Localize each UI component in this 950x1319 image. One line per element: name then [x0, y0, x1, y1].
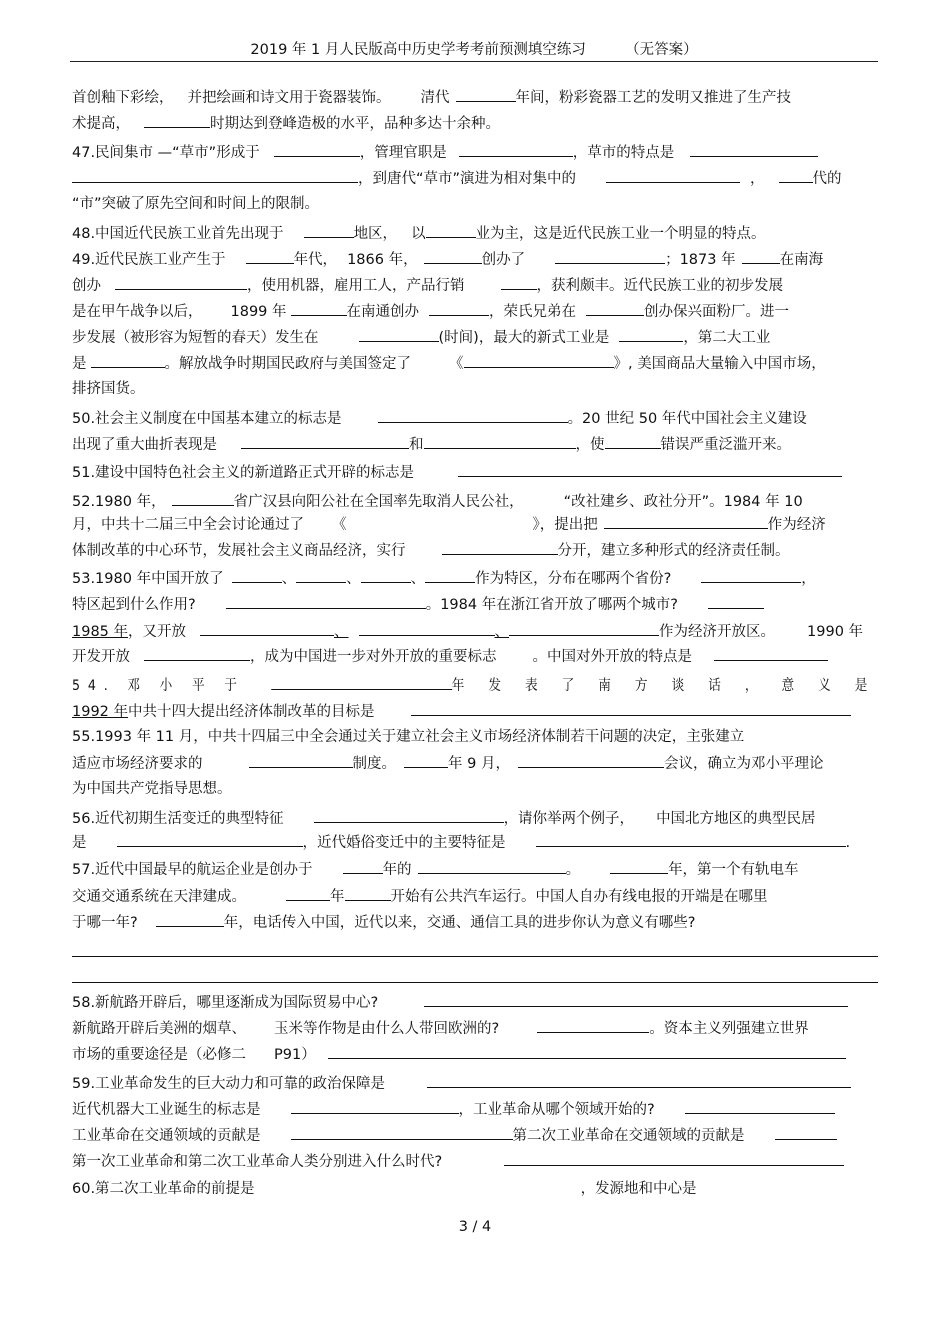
- text-segment: 术提高，: [72, 116, 130, 132]
- text-segment: 年 发 表 了 南 方 谈 话 ， 意 义 是: [451, 678, 878, 694]
- answer-blank[interactable]: [117, 831, 303, 847]
- answer-blank[interactable]: [619, 326, 683, 342]
- text-segment: ，到唐代“草市”演进为相对集中的: [358, 171, 577, 187]
- text-segment: (时间)，最大的新式工业是: [438, 330, 610, 346]
- text-segment: 1899 年: [230, 304, 287, 320]
- text-segment: 近代机器大工业诞生的标志是: [72, 1102, 261, 1118]
- text-line: [72, 300, 878, 322]
- text-segment: 年，电话传入中国，近代以来，交通、通信工具的进步你认为意义有哪些?: [223, 915, 696, 931]
- answer-blank[interactable]: [144, 112, 210, 128]
- text-segment: ，使用机器，雇用工人，产品行销: [247, 278, 465, 294]
- text-line: [72, 778, 878, 800]
- text-line: [72, 1150, 878, 1172]
- text-segment: .: [845, 835, 851, 851]
- text-segment: 、: [494, 624, 510, 640]
- answer-blank[interactable]: [418, 858, 566, 874]
- text-segment: 代的: [812, 171, 842, 187]
- answer-blank[interactable]: [464, 352, 614, 368]
- text-segment: 月，中共十二届三中全会讨论通过了: [72, 517, 304, 533]
- text-segment: ，又开放: [128, 624, 187, 640]
- answer-blank[interactable]: [345, 885, 391, 901]
- text-segment: 业为主，这是近代民族工业一个明显的特点。: [475, 226, 766, 242]
- text-line: [72, 645, 878, 667]
- answer-blank[interactable]: [378, 407, 568, 423]
- answer-blank[interactable]: [291, 300, 347, 316]
- text-line: [72, 593, 878, 615]
- text-segment: 玉米等作物是由什么人带回欧洲的?: [274, 1021, 500, 1037]
- question-54: [72, 674, 878, 696]
- answer-blank[interactable]: [91, 352, 165, 368]
- text-segment: 》, 美国商品大量输入中国市场，: [613, 356, 826, 372]
- text-segment: “改社建乡、政社分开”: [563, 494, 710, 510]
- text-segment: 57.近代中国最早的航运企业是创办于: [72, 862, 313, 878]
- text-segment: 、: [410, 571, 426, 587]
- text-segment: ，草市的特点是: [572, 145, 675, 161]
- answer-blank[interactable]: [509, 620, 659, 636]
- answer-blank[interactable]: [605, 433, 661, 449]
- answer-blank[interactable]: [779, 167, 813, 183]
- text-segment: 地区，: [353, 226, 398, 242]
- answer-blank[interactable]: [359, 620, 495, 636]
- answer-blank[interactable]: [537, 1017, 649, 1033]
- answer-blank[interactable]: [343, 858, 383, 874]
- text-segment: ，荣氏兄弟在: [489, 304, 577, 320]
- text-segment: 。1984 年在浙江省开放了哪两个城市?: [425, 597, 678, 613]
- text-segment: 交通交通系统在天津建成。: [72, 889, 246, 905]
- text-segment: 工业革命在交通领域的贡献是: [72, 1128, 261, 1144]
- answer-blank[interactable]: [425, 567, 475, 583]
- answer-blank[interactable]: [610, 858, 668, 874]
- text-segment: 年代，: [293, 252, 338, 268]
- text-segment: 在南通创办: [346, 304, 420, 320]
- text-segment: 新航路开辟后美洲的烟草、: [72, 1021, 246, 1037]
- answer-blank[interactable]: [72, 167, 358, 183]
- text-segment: 年，第一个有轨电车: [668, 862, 799, 878]
- text-line: [72, 911, 878, 933]
- header-title: 2019 年 1 月人民版高中历史学考考前预测填空练习: [250, 42, 586, 58]
- text-segment: 以: [411, 226, 426, 242]
- text-line: [72, 752, 878, 774]
- text-line: [72, 167, 878, 189]
- text-segment: ，请你举两个例子，: [503, 811, 635, 827]
- answer-blank[interactable]: [172, 490, 234, 506]
- answer-blank[interactable]: [442, 539, 558, 555]
- text-segment: 创办保兴面粉厂。进一: [644, 304, 790, 320]
- text-segment: 作为经济开放区。: [659, 624, 776, 640]
- text-line: [72, 1124, 878, 1146]
- text-segment: 创办了: [481, 252, 526, 268]
- answer-blank[interactable]: [359, 326, 439, 342]
- text-segment: 排挤国货。: [72, 381, 145, 397]
- text-line: [72, 274, 878, 296]
- answer-blank[interactable]: [429, 300, 489, 316]
- answer-blank[interactable]: [271, 674, 452, 690]
- answer-line[interactable]: [72, 982, 878, 983]
- text-segment: 在南海: [779, 252, 824, 268]
- answer-blank[interactable]: [424, 991, 848, 1007]
- text-segment: ，: [750, 171, 765, 187]
- text-segment: ，发源地和中心是: [580, 1181, 697, 1197]
- text-line: [72, 433, 878, 455]
- text-segment: 为中国共产党指导思想。: [72, 781, 232, 797]
- text-segment: ；1873 年: [665, 252, 736, 268]
- text-segment: 。20 世纪 50 年代中国社会主义建设: [567, 411, 807, 427]
- text-line: [72, 1017, 878, 1039]
- text-segment: 年间，粉彩瓷器工艺的发明又推进了生产技: [515, 90, 791, 106]
- text-segment: ，工业革命从哪个领域开始的?: [458, 1102, 655, 1118]
- answer-blank[interactable]: [115, 274, 247, 290]
- text-segment: 作为特区，分布在哪两个省份?: [475, 571, 672, 587]
- text-segment: 》，提出把: [532, 517, 598, 533]
- answer-blank[interactable]: [304, 222, 354, 238]
- question-56: [72, 807, 878, 829]
- answer-blank[interactable]: [286, 885, 330, 901]
- text-segment: 60.第二次工业革命的前提是: [72, 1181, 255, 1197]
- text-segment: 59.工业革命发生的巨大动力和可靠的政治保障是: [72, 1076, 386, 1092]
- text-segment: 、: [281, 571, 297, 587]
- answer-blank[interactable]: [459, 141, 573, 157]
- answer-blank[interactable]: [690, 141, 818, 157]
- text-segment: 50.社会主义制度在中国基本建立的标志是: [72, 411, 342, 427]
- answer-blank[interactable]: [427, 1072, 851, 1088]
- text-segment: 56.近代初期生活变迁的典型特征: [72, 811, 284, 827]
- text-segment: 47.民间集市 —“草市”形成于: [72, 145, 260, 161]
- text-segment: 市场的重要途径是（必修二: [72, 1047, 246, 1063]
- answer-blank[interactable]: [775, 1124, 837, 1140]
- text-segment: ，近代婚俗变迁中的主要特征是: [302, 835, 506, 851]
- text-segment: 出现了重大曲折表现是: [72, 437, 217, 453]
- answer-blank[interactable]: [426, 222, 476, 238]
- text-segment: 54. 邓 小 平 于: [72, 678, 245, 694]
- text-line: [72, 326, 878, 348]
- text-segment: 时期达到登峰造极的水平，品种多达十余种。: [210, 116, 500, 132]
- text-segment: 作为经济: [767, 517, 826, 533]
- text-segment: 于哪一年?: [72, 915, 138, 931]
- text-segment: ，第二大工业: [683, 330, 771, 346]
- question-49: [72, 248, 878, 270]
- text-segment: 53.1980 年中国开放了: [72, 571, 224, 587]
- text-line: [72, 831, 878, 853]
- text-segment: 年的: [382, 862, 412, 878]
- text-segment: 中共十四大提出经济体制改革的目标是: [128, 704, 375, 720]
- answer-line[interactable]: [72, 956, 878, 957]
- header-note: （无答案）: [625, 42, 698, 58]
- answer-blank[interactable]: [518, 752, 664, 768]
- text-segment: 。中国对外开放的特点是: [532, 649, 692, 665]
- text-segment: 年: [330, 889, 345, 905]
- answer-blank[interactable]: [249, 752, 353, 768]
- text-segment: 《: [332, 517, 347, 533]
- text-line: [72, 378, 878, 400]
- text-segment: 是在甲午战争以后，: [72, 304, 203, 320]
- text-segment: 制度。: [352, 756, 396, 772]
- text-segment: 体制改革的中心环节，发展社会主义商品经济，实行: [72, 543, 406, 559]
- text-segment: 清代: [420, 90, 450, 106]
- text-segment: 51.建设中国特色社会主义的新道路正式开辟的标志是: [72, 465, 415, 481]
- text-segment: 第二次工业革命在交通领域的贡献是: [512, 1128, 745, 1144]
- text-segment: 特区起到什么作用?: [72, 597, 196, 613]
- text-line: [72, 1043, 878, 1065]
- text-segment: 适应市场经济要求的: [72, 756, 203, 772]
- answer-blank[interactable]: [241, 433, 409, 449]
- text-segment: 省广汉县向阳公社在全国率先取消人民公社，: [233, 494, 524, 510]
- text-segment: 55.1993 年 11 月，中共十四届三中全会通过关于建立社会主义市场经济体制若干问题的决定，主张建立: [72, 729, 745, 745]
- text-segment: 1992 年: [72, 704, 129, 720]
- text-segment: 1990 年: [807, 624, 864, 640]
- text-segment: 。解放战争时期国民政府与美国签定了: [164, 356, 411, 372]
- answer-blank[interactable]: [424, 248, 482, 264]
- text-segment: 是: [72, 835, 87, 851]
- page-number: 3 / 4: [458, 1219, 492, 1235]
- text-segment: ，成为中国进一步对外开放的重要标志: [250, 649, 497, 665]
- answer-blank[interactable]: [404, 752, 448, 768]
- answer-blank[interactable]: [200, 620, 334, 636]
- text-segment: 。资本主义列强建立世界: [649, 1021, 809, 1037]
- question-53: [72, 567, 878, 589]
- page-header: [70, 38, 878, 59]
- text-segment: 是: [72, 356, 87, 372]
- text-segment: 年 9 月，: [448, 756, 510, 772]
- answer-blank[interactable]: [314, 807, 504, 823]
- text-segment: P91）: [274, 1047, 316, 1063]
- text-segment: 1866 年，: [347, 252, 418, 268]
- text-segment: ，管理官职是: [359, 145, 447, 161]
- text-line: [72, 86, 878, 108]
- answer-blank[interactable]: [232, 567, 282, 583]
- text-segment: 并把绘画和诗文用于瓷器装饰。: [187, 90, 391, 106]
- text-line: [72, 513, 878, 535]
- question-50: [72, 407, 878, 429]
- answer-blank[interactable]: [226, 593, 426, 609]
- text-line: [72, 539, 878, 561]
- question-48: [72, 222, 878, 244]
- text-segment: ，: [801, 571, 816, 587]
- answer-blank[interactable]: [555, 248, 665, 264]
- answer-blank[interactable]: [296, 567, 346, 583]
- text-segment: 58.新航路开辟后，哪里逐渐成为国际贸易中心?: [72, 995, 379, 1011]
- answer-blank[interactable]: [456, 86, 516, 102]
- text-segment: 。: [565, 862, 581, 878]
- answer-blank[interactable]: [156, 911, 224, 927]
- text-segment: 52.1980 年，: [72, 494, 166, 510]
- answer-blank[interactable]: [328, 1043, 846, 1059]
- text-segment: 开始有公共汽车运行。中国人自办有线电报的开端是在哪里: [390, 889, 768, 905]
- answer-blank[interactable]: [604, 513, 768, 529]
- text-segment: 、: [334, 624, 349, 640]
- answer-blank[interactable]: [742, 248, 780, 264]
- answer-blank[interactable]: [411, 700, 851, 716]
- text-segment: ，使: [575, 437, 605, 453]
- text-line: [72, 112, 878, 134]
- text-line: [72, 352, 878, 374]
- text-line: [72, 700, 878, 722]
- question-59: [72, 1072, 878, 1094]
- text-segment: 48.中国近代民族工业首先出现于: [72, 226, 284, 242]
- text-line: [72, 1098, 878, 1120]
- text-segment: 开发开放: [72, 649, 130, 665]
- answer-blank[interactable]: [708, 593, 764, 609]
- question-57: [72, 858, 878, 880]
- answer-blank[interactable]: [274, 141, 360, 157]
- question-52: [72, 490, 878, 512]
- text-segment: 首创釉下彩绘，: [72, 90, 174, 106]
- answer-blank[interactable]: [685, 1098, 835, 1114]
- question-47: [72, 141, 878, 163]
- question-55: [72, 726, 878, 748]
- text-segment: 《: [449, 356, 464, 372]
- text-line: [72, 193, 878, 215]
- answer-blank[interactable]: [291, 1098, 459, 1114]
- answer-blank[interactable]: [504, 1150, 844, 1166]
- text-segment: 1985 年: [72, 624, 129, 640]
- text-segment: 49.近代民族工业产生于: [72, 252, 226, 268]
- text-segment: 创办: [72, 278, 101, 294]
- text-line: [72, 885, 878, 907]
- text-segment: 。1984 年 10: [709, 494, 803, 510]
- text-segment: “市”突破了原先空间和时间上的限制。: [72, 196, 320, 212]
- answer-blank[interactable]: [246, 248, 294, 264]
- text-segment: 、: [346, 571, 361, 587]
- text-segment: 第一次工业革命和第二次工业革命人类分别进入什么时代?: [72, 1154, 443, 1170]
- text-segment: ，获利颇丰。近代民族工业的初步发展: [536, 278, 783, 294]
- text-segment: 分开，建立多种形式的经济责任制。: [557, 543, 790, 559]
- text-segment: 步发展（被形容为短暂的春天）发生在: [72, 330, 319, 346]
- answer-blank[interactable]: [586, 300, 644, 316]
- answer-blank[interactable]: [458, 461, 842, 477]
- text-segment: 和: [409, 437, 424, 453]
- text-line: [72, 620, 878, 642]
- answer-blank[interactable]: [501, 274, 537, 290]
- answer-blank[interactable]: [291, 1124, 513, 1140]
- answer-blank[interactable]: [714, 645, 828, 661]
- question-58: [72, 991, 878, 1013]
- answer-blank[interactable]: [144, 645, 250, 661]
- question-60: [72, 1178, 878, 1200]
- question-51: [72, 461, 878, 483]
- text-segment: 错误严重泛滥开来。: [660, 437, 791, 453]
- answer-blank[interactable]: [536, 831, 846, 847]
- answer-blank[interactable]: [606, 167, 740, 183]
- answer-blank[interactable]: [424, 433, 576, 449]
- answer-blank[interactable]: [361, 567, 411, 583]
- header-rule: [70, 61, 878, 62]
- text-segment: 会议，确立为邓小平理论: [663, 756, 824, 772]
- text-segment: 中国北方地区的典型民居: [656, 811, 816, 827]
- answer-blank[interactable]: [701, 567, 801, 583]
